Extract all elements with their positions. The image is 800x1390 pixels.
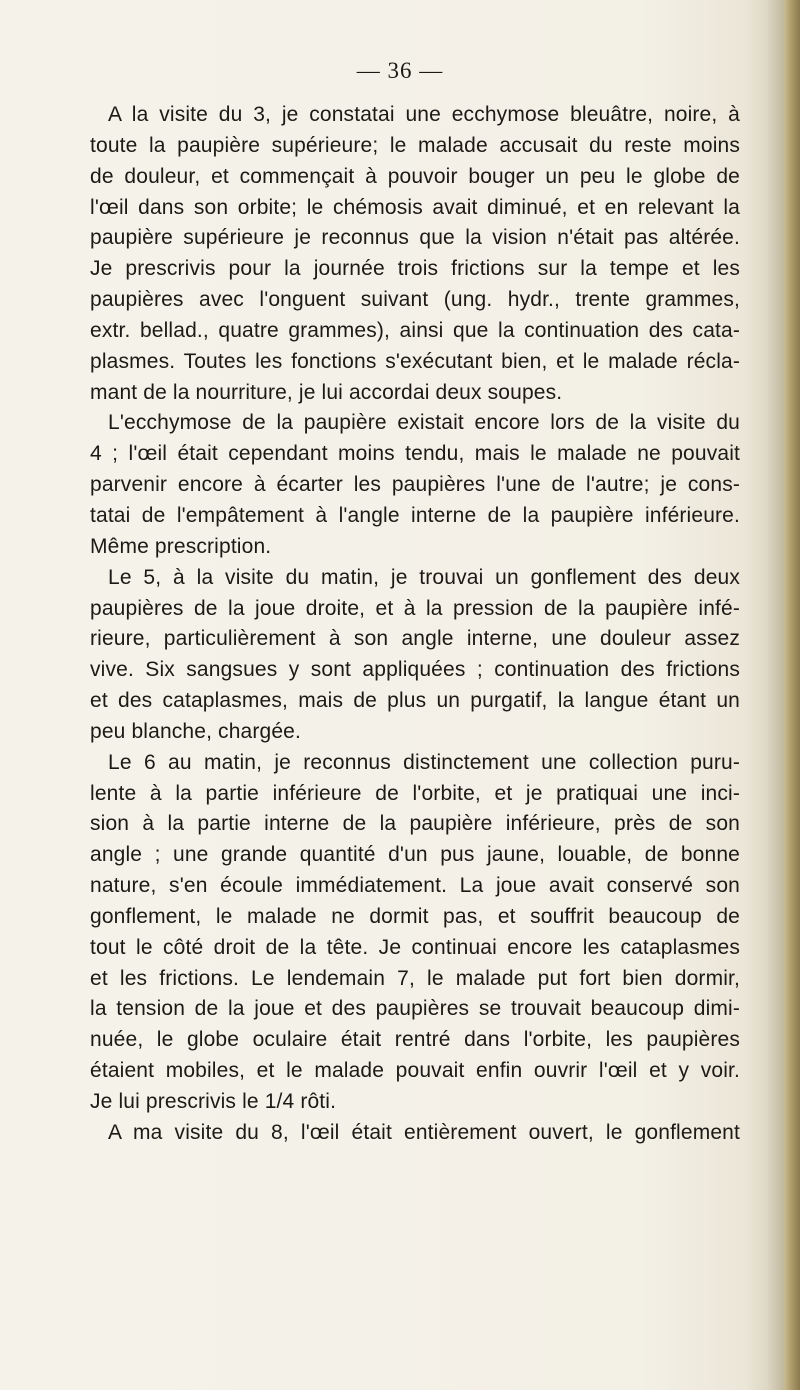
text-line: et des cataplasmes, mais de plus un purgatif, la langue étant un	[90, 689, 740, 713]
text-line: Même prescription.	[90, 534, 272, 558]
text-line: Je lui prescrivis le 1/4 rôti.	[90, 1090, 337, 1113]
text-line: et les frictions. Le lendemain 7, le malade put fort bien dormir,	[90, 966, 740, 990]
page-gutter-shadow	[766, 0, 784, 1390]
body-text	[90, 100, 740, 1149]
text-line: angle ; une grande quantité d'un pus jaune, louable, de bonne	[90, 843, 740, 867]
text-line: A ma visite du 8, l'œil était entièrement ouvert, le gonflement	[108, 1120, 740, 1144]
text-line: plasmes. Toutes les fonctions s'exécutant bien, et le malade récla-	[90, 349, 740, 373]
text-line: A la visite du 3, je constatai une ecchymose bleuâtre, noire, à	[108, 103, 740, 126]
text-line: Le 5, à la visite du matin, je trouvai un gonflement des deux	[108, 565, 740, 589]
text-line: Le 6 au matin, je reconnus distinctement une collection puru-	[108, 750, 740, 774]
text-line: paupière supérieure je reconnus que la vision n'était pas altérée.	[90, 226, 740, 250]
text-line: sion à la partie interne de la paupière inférieure, près de son	[90, 812, 740, 836]
text-line: l'œil dans son orbite; le chémosis avait diminué, et en relevant la	[90, 195, 740, 219]
text-line: mant de la nourriture, je lui accordai deux soupes.	[90, 380, 563, 404]
text-line: L'ecchymose de la paupière existait encore lors de la visite du	[108, 411, 740, 435]
text-line: peu blanche, chargée.	[90, 719, 301, 743]
text-line: vive. Six sangsues y sont appliquées ; continuation des frictions	[90, 658, 740, 682]
text-line: toute la paupière supérieure; le malade accusait du reste moins	[90, 133, 740, 157]
text-line: paupières de la joue droite, et à la pression de la paupière infé-	[90, 596, 740, 620]
text-line: parvenir encore à écarter les paupières l'une de l'autre; je cons-	[90, 473, 740, 497]
text-line: 4 ; l'œil était cependant moins tendu, mais le malade ne pouvait	[90, 442, 740, 466]
text-line: nuée, le globe oculaire était rentré dans l'orbite, les paupières	[90, 1028, 740, 1052]
page-number: — 36 —	[356, 58, 444, 83]
text-line: paupières avec l'onguent suivant (ung. hydr., trente grammes,	[90, 288, 740, 312]
text-line: gonflement, le malade ne dormit pas, et souffrit beaucoup de	[90, 904, 740, 928]
text-line: la tension de la joue et des paupières se trouvait beaucoup dimi-	[90, 997, 740, 1021]
text-line: nature, s'en écoule immédiatement. La joue avait conservé son	[90, 874, 740, 898]
text-line: Je prescrivis pour la journée trois frictions sur la tempe et les	[90, 257, 740, 281]
text-line: de douleur, et commençait à pouvoir bouger un peu le globe de	[90, 164, 740, 188]
text-line: étaient mobiles, et le malade pouvait enfin ouvrir l'œil et y voir.	[90, 1059, 740, 1083]
page-edge	[784, 0, 800, 1390]
text-line: rieure, particulièrement à son angle interne, une douleur assez	[90, 627, 740, 651]
text-line: lente à la partie inférieure de l'orbite, et je pratiquai une inci-	[90, 781, 740, 805]
text-line: tout le côté droit de la tête. Je continuai encore les cataplasmes	[90, 935, 740, 959]
text-line: tatai de l'empâtement à l'angle interne de la paupière inférieure.	[90, 503, 740, 527]
text-line: extr. bellad., quatre grammes), ainsi que la continuation des cata-	[90, 318, 740, 342]
